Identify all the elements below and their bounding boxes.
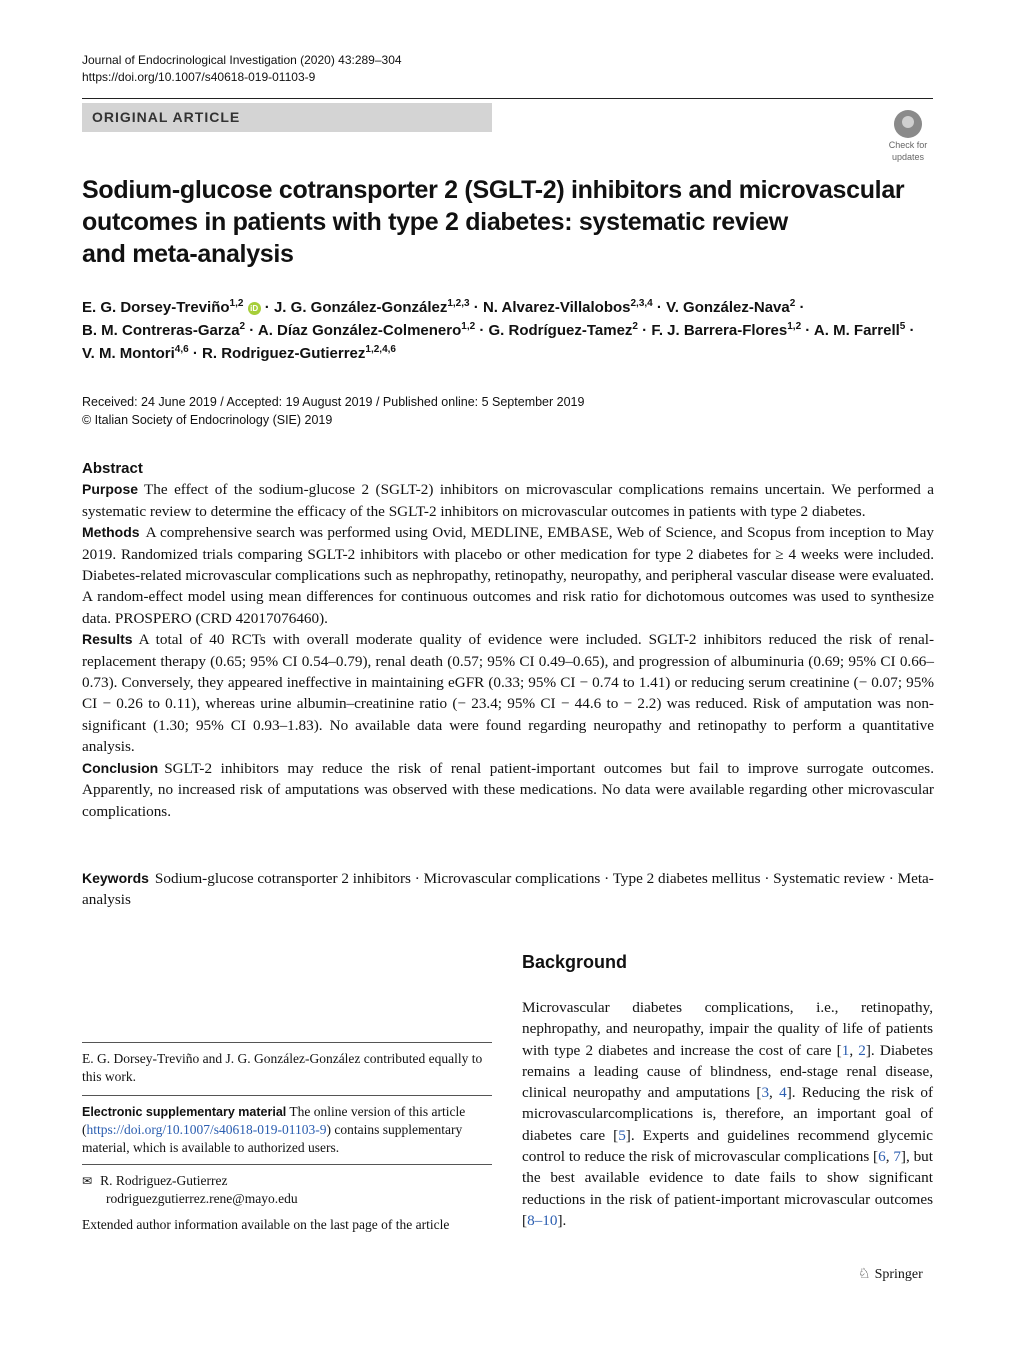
author-affiliation: 5: [899, 321, 906, 332]
author-name[interactable]: A. M. Farrell: [813, 322, 900, 339]
body-text: ], but the best available evidence to date fails to show significant reductions in the risk of patient-important microvascular outcomes [: [522, 1148, 934, 1229]
body-text: ,: [769, 1084, 780, 1102]
citation-link[interactable]: 2: [858, 1041, 866, 1059]
publisher-name: Springer: [874, 1267, 923, 1282]
conclusion-label: Conclusion: [82, 759, 159, 776]
contribution-note: E. G. Dorsey-Treviño and J. G. González-González contributed equally to this work.: [82, 1051, 483, 1084]
author-name[interactable]: G. Rodríguez-Tamez: [488, 322, 633, 339]
author-name[interactable]: B. M. Contreras-Garza: [82, 322, 240, 339]
abstract-methods: [82, 522, 934, 629]
keywords-label: Keywords: [82, 870, 149, 886]
citation-link[interactable]: 6: [878, 1148, 886, 1166]
citation-link[interactable]: 8–10: [527, 1211, 558, 1229]
esm-text: ) contains supplementary material, which is available to authorized users.: [82, 1122, 463, 1155]
results-label: Results: [82, 631, 133, 648]
abstract-purpose: [82, 479, 934, 522]
purpose-label: Purpose: [82, 481, 139, 498]
envelope-icon: ✉: [82, 1174, 93, 1188]
author-affiliation: 1,2: [787, 321, 802, 332]
author-name[interactable]: N. Alvarez-Villalobos: [482, 299, 631, 316]
history-dates: Received: 24 June 2019 / Accepted: 19 August 2019 / Published online: 5 September 2019: [82, 395, 585, 409]
body-text: ]. Experts and guidelines recommend glycemic control to reduce the risk of microvascular complications [: [522, 1126, 933, 1166]
body-text: ]. Reducing the risk of microvascularcomplications is, therefore, an important goal of diabetes care [: [522, 1084, 933, 1144]
journal-citation: Journal of Endocrinological Investigation (2020) 43:289–304: [82, 53, 402, 67]
author-list: [82, 296, 942, 365]
copyright: © Italian Society of Endocrinology (SIE) 2019: [82, 413, 333, 427]
author-name[interactable]: F. J. Barrera-Flores: [651, 322, 788, 339]
supplementary-note: [82, 1103, 487, 1157]
author-line: V. M. Montori$^{4,6}$ · R. Rodriguez-Gutierrez$^{1,2,4,6}$: [82, 344, 396, 362]
corresponding-email[interactable]: rodriguezgutierrez.rene@mayo.edu: [106, 1191, 298, 1206]
check-updates-label-1: Check for: [888, 140, 928, 150]
body-text: ]. Diabetes remains a leading cause of blindness, end-stage renal disease, clinical neuropathy and amputations [: [522, 1041, 934, 1102]
abstract-heading: Abstract: [82, 460, 143, 477]
citation-link[interactable]: 5: [618, 1126, 626, 1144]
esm-link[interactable]: https://doi.org/10.1007/s40618-019-01103-9: [86, 1122, 327, 1137]
purpose-text: The effect of the sodium-glucose 2 (SGLT-2) inhibitors on microvascular complications remains uncertain. We performed a systematic review to determine the efficacy of the SGLT-2 inhibitors on microvascular outcomes in patients with type 2 diabetes.: [82, 481, 934, 520]
author-name[interactable]: E. G. Dorsey-Treviño: [82, 299, 230, 316]
extended-author-info: Extended author information available on the last page of the article: [82, 1217, 450, 1232]
author-name[interactable]: J. G. González-González: [273, 299, 448, 316]
author-affiliation: 1,2: [461, 321, 476, 332]
keywords-text: Sodium-glucose cotransporter 2 inhibitors · Microvascular complications · Type 2 diabetes mellitus · Systematic review · Meta-analysis: [82, 870, 934, 909]
esm-text: The online version of this article (: [82, 1104, 466, 1137]
author-name[interactable]: A. Díaz González-Colmenero: [257, 322, 462, 339]
abstract-results: [82, 629, 934, 757]
springer-horse-icon: ♘: [858, 1267, 871, 1282]
footnote-rule: [82, 1042, 492, 1043]
author-affiliation: 2,3,4: [630, 298, 653, 309]
author-line: E. G. Dorsey-Treviño$^{1,2}$ iD · J. G. González-González$^{1,2,3}$ · N. Alvarez-Villalobos$^{2,3,4}$ · V. González-Nava$^2$ ·: [82, 298, 805, 316]
background-paragraph: [522, 997, 933, 1231]
check-updates-label-2: updates: [891, 152, 925, 162]
keywords: [82, 868, 934, 911]
correspondence: [82, 1172, 487, 1208]
title-line: Sodium-glucose cotransporter 2 (SGLT-2) inhibitors and microvascular: [82, 176, 905, 204]
doi-link[interactable]: https://doi.org/10.1007/s40618-019-01103-9: [82, 70, 316, 84]
author-affiliation: 2: [632, 321, 638, 332]
body-text: ,: [849, 1041, 859, 1059]
body-text: Microvascular diabetes complications, i.e., retinopathy, nephropathy, and neuropathy, impair the quality of life of patients with type 2 diabetes and increase the cost of care [: [522, 999, 933, 1059]
orcid-icon[interactable]: iD: [248, 302, 261, 315]
abstract-conclusion: [82, 758, 934, 822]
author-affiliation: 2: [789, 298, 796, 309]
author-name[interactable]: R. Rodriguez-Gutierrez: [202, 345, 366, 362]
author-name[interactable]: V. González-Nava: [666, 299, 790, 316]
publication-dates: [82, 393, 584, 429]
title-line: and meta-analysis: [82, 240, 294, 268]
results-text: A total of 40 RCTs with overall moderate quality of evidence were included. SGLT-2 inhibitors reduced the risk of renal-replacement therapy (0.65; 95% CI 0.54–0.79), renal death (0.57; 95% CI 0.49–0.65), and progression of albuminuria (0.69; 95% CI 0.66–0.73). Conversely, they appeared ineffective in maintaining eGFR (0.33; 95% CI − 0.74 to 1.41) or reducing serum creatinine (− 0.07; 95% CI − 0.26 to 0.11), whereas urine albumin–creatinine ratio (− 23.4; 95% CI − 44.6 to − 2.2) was reduced. Risk of amputation was non-significant (1.30; 95% CI 0.93–1.83). No available data were found regarding neuropathy and retinopathy to perform a quantitative analysis.: [82, 631, 934, 756]
publisher-logo: [858, 1266, 923, 1283]
author-affiliation: 1,2: [229, 298, 244, 309]
methods-label: Methods: [82, 524, 140, 541]
citation-link[interactable]: 1: [841, 1041, 850, 1059]
title-line: outcomes in patients with type 2 diabetes: systematic review: [82, 208, 788, 236]
author-name[interactable]: V. M. Montori: [82, 345, 175, 362]
header-rule: [82, 98, 933, 99]
check-updates-icon: [894, 110, 922, 138]
footnote-rule: [82, 1095, 492, 1096]
author-affiliation: 1,2,4,6: [365, 344, 396, 355]
article-title: [82, 174, 932, 270]
author-affiliation: 4,6: [174, 344, 189, 355]
check-for-updates-badge[interactable]: [882, 110, 934, 160]
abstract: [82, 458, 934, 822]
conclusion-text: SGLT-2 inhibitors may reduce the risk of renal patient-important outcomes but fail to improve surrogate outcomes. Apparently, no increased risk of amputations was observed with these medications. No data were available regarding other microvascular complications.: [82, 759, 934, 820]
journal-header: [82, 52, 402, 86]
methods-text: A comprehensive search was performed using Ovid, MEDLINE, EMBASE, Web of Science, and Scopus from inception to May 2019. Randomized trials comparing SGLT-2 inhibitors with placebo or other medication for type 2 diabetes for ≥ 4 weeks were included. Diabetes-related microvascular complications such as nephropathy, retinopathy, neuropathy, and peripheral vascular disease were evaluated. A random-effect model using mean differences for continuous outcomes and risk ratio for dichotomous outcomes was used to synthesize data. PROSPERO (CRD 42017076460).: [82, 524, 934, 627]
esm-label: Electronic supplementary material: [82, 1105, 287, 1119]
body-text: ].: [557, 1211, 567, 1229]
background-heading: Background: [522, 952, 628, 972]
corresponding-author: R. Rodriguez-Gutierrez: [100, 1173, 228, 1188]
citation-link[interactable]: 3: [761, 1084, 770, 1102]
citation-link[interactable]: 7: [893, 1148, 901, 1166]
author-line: B. M. Contreras-Garza$^2$ · A. Díaz González-Colmenero$^{1,2}$ · G. Rodríguez-Tamez$^2$ · F. J. Barrera-Flores$^{1,2}$ · A. M. Farrell$^5$ ·: [82, 321, 915, 339]
article-type-banner: ORIGINAL ARTICLE: [82, 103, 492, 132]
citation-link[interactable]: 4: [779, 1084, 787, 1102]
body-text: ,: [885, 1148, 894, 1166]
author-affiliation: 2: [239, 321, 246, 332]
footnote-rule: [82, 1164, 492, 1165]
author-affiliation: 1,2,3: [447, 298, 470, 309]
